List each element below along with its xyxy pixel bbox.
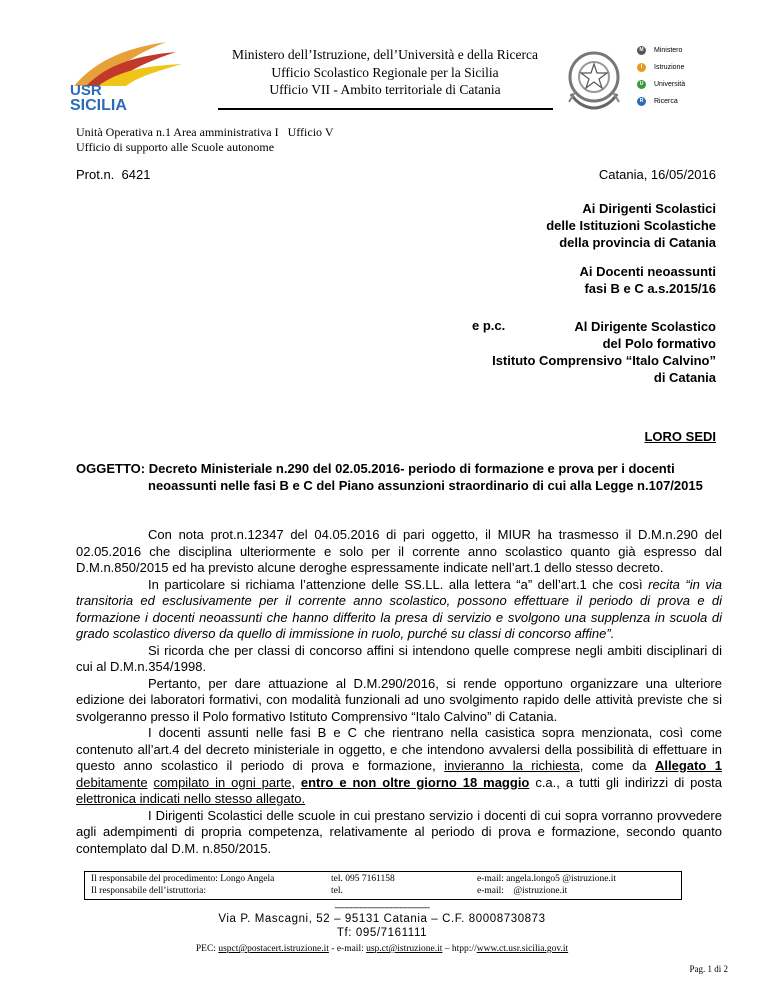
phone-2: tel. xyxy=(331,886,343,896)
allegato-ref: Allegato 1 xyxy=(655,758,723,773)
paragraph-text: I docenti assunti nelle fasi B e C che rientrano nella casistica sopra menzionata, così come contenuto all’art.4 del decreto ministeriale in oggetto, e che intendono avvalersi della possibilità di effettuare in questo anno scolastico il periodo di prova e formazione, xyxy=(76,725,722,773)
paragraph xyxy=(76,725,722,808)
paragraph-text: , come da xyxy=(579,758,656,773)
protocol-number: Prot.n. 6421 xyxy=(76,167,151,182)
paragraph: Con nota prot.n.12347 del 04.05.2016 di pari oggetto, il MIUR ha trasmesso il D.M.n.290 del 02.05.2016 che disciplina ulteriormente e solo per il corrente anno scolastico quanto già espresso dal D.M.n.850/2015 ed ha previsto alcune deroghe espressamente indicate nell’art.1 dello stesso decreto. xyxy=(76,527,722,575)
addressee-line: del Polo formativo xyxy=(602,336,716,351)
miur-label: Ministero xyxy=(654,47,683,54)
header-line-2: Ufficio Scolastico Regionale per la Sicilia xyxy=(271,64,499,80)
paragraph: I Dirigenti Scolastici delle scuole in cui prestano servizio i docenti di cui sopra vorranno provvedere agli adempimenti di propria competenza, relativamente al periodo di prova e formazione, secondo quanto contemplato dal D.M. n.850/2015. xyxy=(76,807,722,856)
miur-label: Istruzione xyxy=(654,64,685,71)
miur-logo-list xyxy=(637,42,747,110)
office-address xyxy=(84,912,680,940)
resp-istruttoria: Il responsabile dell’istruttoria: xyxy=(91,886,207,896)
phone-1: tel. 095 7161158 xyxy=(331,874,395,884)
header-line-3: Ufficio VII - Ambito territoriale di Catania xyxy=(269,82,501,97)
usr-sicilia-logo xyxy=(66,40,186,112)
addressee-line: Ai Dirigenti Scolastici xyxy=(582,201,716,216)
miur-label: Ricerca xyxy=(654,98,678,105)
paragraph-text: In particolare si richiama l’attenzione delle SS.LL. alla lettera “a” dell’art.1 che così xyxy=(148,576,649,592)
underlined-text: invieranno la richiesta xyxy=(444,758,580,773)
subject xyxy=(76,460,721,494)
addressee-line: delle Istituzioni Scolastiche xyxy=(546,218,716,233)
logo-text-usr: USR xyxy=(70,82,102,99)
logo-text-sicilia: SICILIA xyxy=(70,97,127,112)
addressee-line: della provincia di Catania xyxy=(559,235,716,250)
addressee-line: Al Dirigente Scolastico xyxy=(574,319,716,334)
contact-line xyxy=(84,944,680,954)
paragraph-quote: recita “in via transitoria ed esclusivamente per il corrente anno scolastico, possono effettuare il periodo di prova e di formazione i docenti neoassunti che hanno differito la presa di servizio e svolgono una supplenza in scuola di grado scolastico diverso da quello di immissione in ruolo, purché su classi di concorso affine”. xyxy=(76,576,722,641)
unit-line-1: Unità Operativa n.1 Area amministrativa I Ufficio V xyxy=(76,125,334,139)
addressee-line: di Catania xyxy=(653,370,716,385)
pec-link[interactable]: uspct@postacert.istruzione.it xyxy=(218,944,329,954)
responsible-box xyxy=(84,871,682,900)
miur-item xyxy=(637,59,747,76)
paragraph-text: c.a., a tutti gli indirizzi di posta xyxy=(529,774,722,790)
email-2: e-mail: @istruzione.it xyxy=(477,886,568,896)
subject-line-1: Decreto Ministeriale n.290 del 02.05.2016- periodo di formazione e prova per i docenti xyxy=(148,461,675,476)
paragraph-text: , xyxy=(291,774,301,790)
addressee-line: fasi B e C a.s.2015/16 xyxy=(584,281,716,296)
operative-unit xyxy=(76,125,333,155)
addressee-block-3 xyxy=(492,318,716,386)
email-link[interactable]: usp.ct@istruzione.it xyxy=(366,944,443,954)
header-ministry xyxy=(215,46,555,99)
letter-body xyxy=(76,527,722,857)
paragraph: Pertanto, per dare attuazione al D.M.290/2016, si rende opportuno organizzare una ulteriore edizione dei laboratori formativi, con modalità funzionali ad uno svolgimento rapido delle attività previste che si svolgeranno presso il Polo formativo Istituto Comprensivo “Italo Calvino” di Catania. xyxy=(76,675,722,724)
miur-m-icon: M xyxy=(637,46,646,55)
pec-label: PEC: xyxy=(195,944,219,954)
phone-line: Tf: 095/7161111 xyxy=(336,927,428,939)
addressee-line: Ai Docenti neoassunti xyxy=(579,264,716,279)
paragraph xyxy=(76,577,722,643)
paragraph: Si ricorda che per classi di concorso affini si intendono quelle comprese negli ambiti disciplinari di cui al D.M.n.354/1998. xyxy=(76,642,722,674)
email-1: e-mail: angela.longo5 @istruzione.it xyxy=(477,874,617,884)
miur-r-icon: R xyxy=(637,97,646,106)
miur-item xyxy=(637,76,747,93)
footer-divider: -------------------------------------- xyxy=(334,902,430,912)
header-divider xyxy=(218,108,553,110)
resp-procedure: Il responsabile del procedimento: Longo Angela xyxy=(91,874,275,884)
email-label: - e-mail: xyxy=(328,944,367,954)
website-link[interactable]: www.ct.usr.sicilia.gov.it xyxy=(476,944,569,954)
subject-label: OGGETTO: xyxy=(76,461,146,476)
addressee-line: Istituto Comprensivo “Italo Calvino” xyxy=(492,353,716,368)
italian-republic-emblem xyxy=(563,44,625,110)
deadline: entro e non oltre giorno 18 maggio xyxy=(300,774,530,790)
miur-u-icon: U xyxy=(637,80,646,89)
miur-i-icon: I xyxy=(637,63,646,72)
addressee-block-1 xyxy=(546,200,716,251)
web-label: – htpp:// xyxy=(442,944,477,954)
miur-item xyxy=(637,93,747,110)
epc-label: e p.c. xyxy=(472,318,506,333)
underlined-text: compilato in ogni parte xyxy=(153,774,292,790)
subject-line-2: neoassunti nelle fasi B e C del Piano assunzioni straordinario di cui alla Legge n.107/2015 xyxy=(148,478,703,493)
unit-line-2: Ufficio di supporto alle Scuole autonome xyxy=(76,140,275,154)
page-number: Pag. 1 di 2 xyxy=(689,964,728,974)
miur-label: Università xyxy=(654,81,686,88)
miur-item xyxy=(637,42,747,59)
underlined-text: debitamente xyxy=(76,774,148,790)
loro-sedi: LORO SEDI xyxy=(644,429,716,444)
letter-date: Catania, 16/05/2016 xyxy=(598,167,716,182)
addressee-block-2 xyxy=(579,263,716,297)
address-line: Via P. Mascagni, 52 – 95131 Catania – C.F. 80008730873 xyxy=(218,913,546,925)
underlined-text: elettronica indicati nello stesso allegato. xyxy=(76,791,306,806)
header-line-1: Ministero dell’Istruzione, dell’Università e della Ricerca xyxy=(232,47,538,62)
